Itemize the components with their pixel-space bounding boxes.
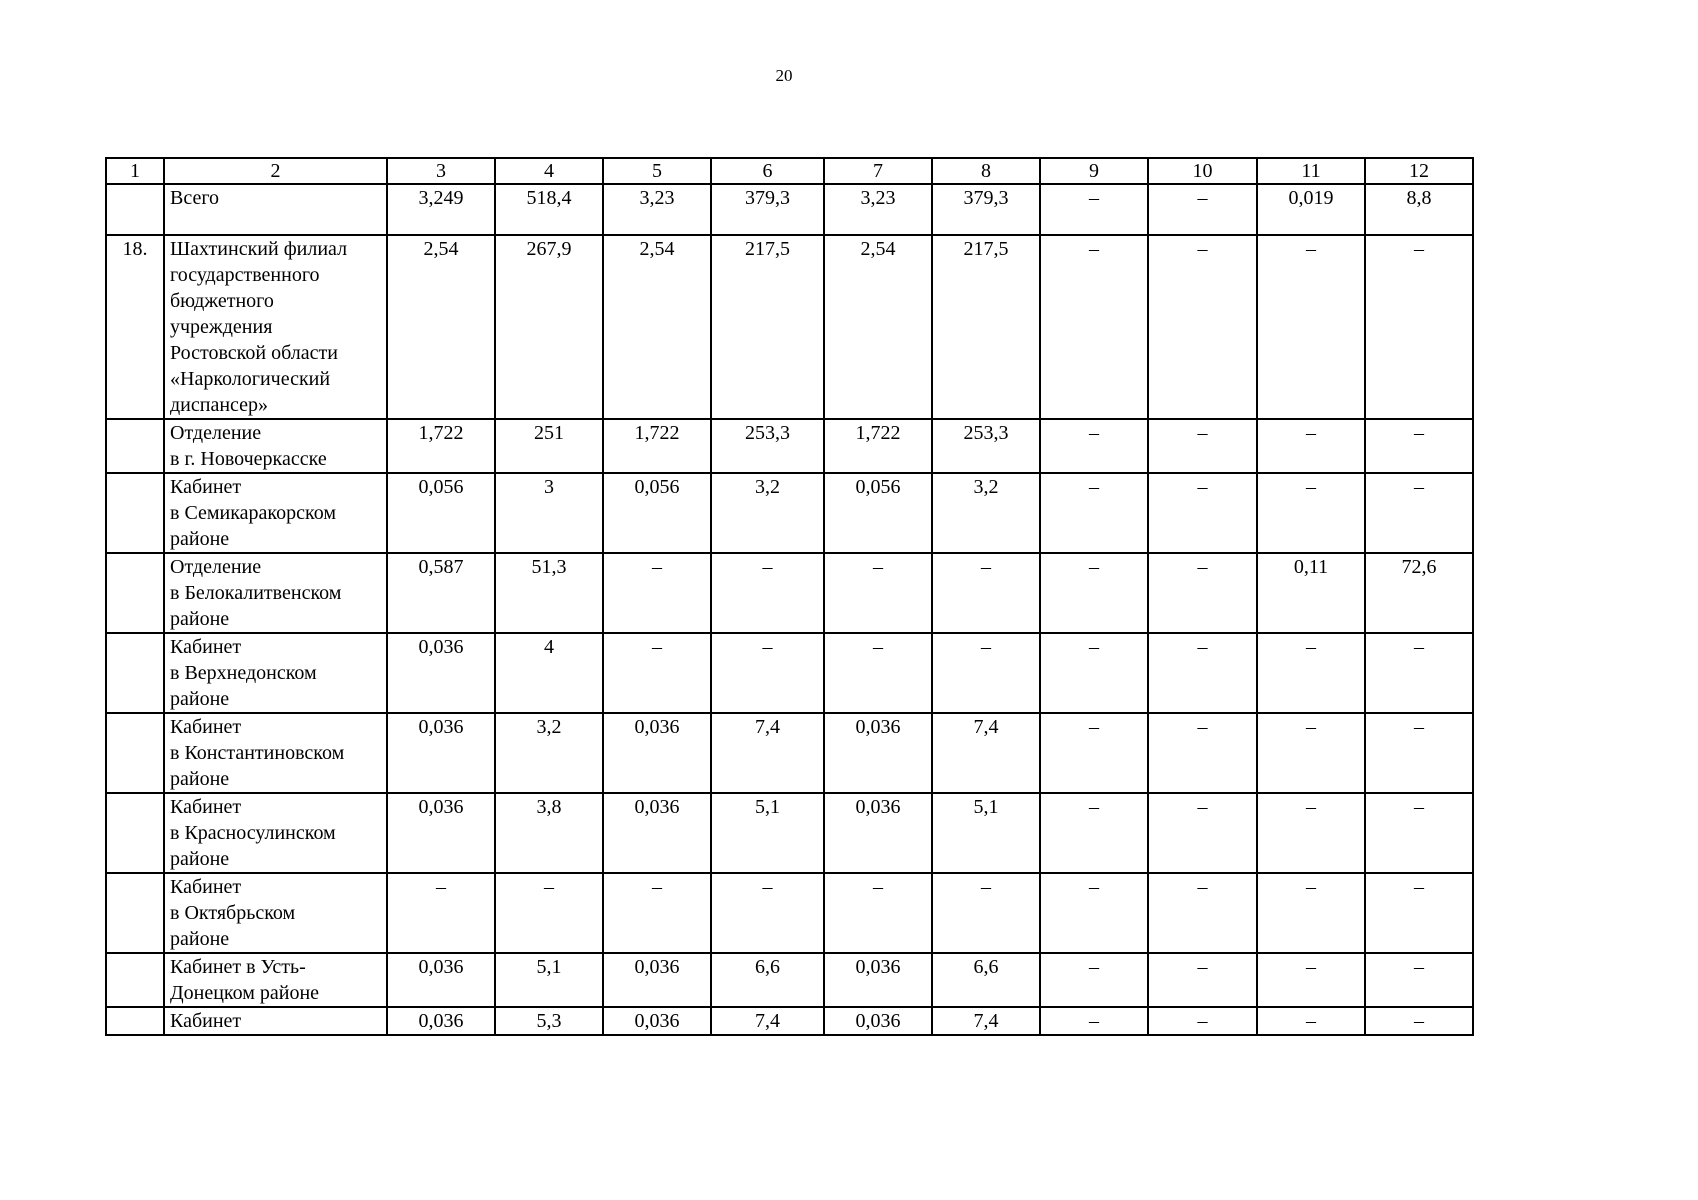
value-cell-col5: –: [603, 873, 711, 953]
value-cell-col11: –: [1257, 633, 1365, 713]
value-cell-col4: 5,1: [495, 953, 603, 1007]
row-name-line: Шахтинский филиал: [170, 238, 348, 260]
value-cell-col12: –: [1365, 419, 1473, 473]
value-cell-col11: –: [1257, 1007, 1365, 1035]
value-cell-col10: –: [1148, 184, 1257, 235]
value-cell-col10: –: [1148, 1007, 1257, 1035]
column-header-6: 6: [711, 158, 824, 184]
table-row: [106, 713, 1473, 793]
value-cell-col11: 0,019: [1257, 184, 1365, 235]
value-cell-col3: 1,722: [387, 419, 495, 473]
row-name-cell: [164, 793, 387, 873]
row-name-line: в Октябрьском: [170, 902, 296, 924]
value-cell-col4: –: [495, 873, 603, 953]
header-row: [106, 158, 1473, 184]
value-cell-col8: 253,3: [932, 419, 1040, 473]
value-cell-col5: 0,036: [603, 1007, 711, 1035]
value-cell-col10: –: [1148, 953, 1257, 1007]
value-cell-col9: –: [1040, 419, 1148, 473]
value-cell-col7: –: [824, 553, 932, 633]
value-cell-col5: 3,23: [603, 184, 711, 235]
value-cell-col9: –: [1040, 553, 1148, 633]
row-number-cell: [106, 553, 164, 633]
value-cell-col7: 1,722: [824, 419, 932, 473]
value-cell-col12: –: [1365, 235, 1473, 419]
value-cell-col11: –: [1257, 873, 1365, 953]
value-cell-col5: –: [603, 633, 711, 713]
value-cell-col9: –: [1040, 473, 1148, 553]
value-cell-col8: 5,1: [932, 793, 1040, 873]
value-cell-col6: –: [711, 873, 824, 953]
data-table: [105, 157, 1474, 1036]
row-name-line: Кабинет: [170, 636, 242, 658]
value-cell-col8: 6,6: [932, 953, 1040, 1007]
value-cell-col10: –: [1148, 473, 1257, 553]
value-cell-col7: 0,036: [824, 713, 932, 793]
row-name-line: в г. Новочеркасске: [170, 448, 327, 470]
value-cell-col3: 3,249: [387, 184, 495, 235]
value-cell-col3: 2,54: [387, 235, 495, 419]
value-cell-col11: –: [1257, 419, 1365, 473]
value-cell-col10: –: [1148, 873, 1257, 953]
value-cell-col8: –: [932, 633, 1040, 713]
value-cell-col6: –: [711, 553, 824, 633]
value-cell-col9: –: [1040, 713, 1148, 793]
value-cell-col8: –: [932, 553, 1040, 633]
row-number-cell: [106, 1007, 164, 1035]
value-cell-col3: 0,056: [387, 473, 495, 553]
value-cell-col3: 0,036: [387, 793, 495, 873]
column-header-10: 10: [1148, 158, 1257, 184]
value-cell-col6: 217,5: [711, 235, 824, 419]
row-number-cell: [106, 473, 164, 553]
row-name-line: Отделение: [170, 422, 262, 444]
value-cell-col12: –: [1365, 1007, 1473, 1035]
row-number-cell: [106, 953, 164, 1007]
row-name-line: Кабинет: [170, 1010, 242, 1032]
row-number-cell: [106, 713, 164, 793]
row-number-cell: [106, 873, 164, 953]
value-cell-col12: –: [1365, 793, 1473, 873]
row-name-line: районе: [170, 528, 230, 550]
value-cell-col5: –: [603, 553, 711, 633]
value-cell-col3: 0,036: [387, 1007, 495, 1035]
value-cell-col7: 2,54: [824, 235, 932, 419]
row-name-line: учреждения: [170, 316, 273, 338]
value-cell-col3: 0,036: [387, 713, 495, 793]
value-cell-col12: –: [1365, 713, 1473, 793]
value-cell-col11: –: [1257, 473, 1365, 553]
value-cell-col9: –: [1040, 953, 1148, 1007]
table-row: [106, 184, 1473, 235]
row-name-cell: [164, 873, 387, 953]
row-name-line: Кабинет: [170, 476, 242, 498]
value-cell-col7: 0,036: [824, 953, 932, 1007]
value-cell-col7: 0,056: [824, 473, 932, 553]
value-cell-col11: 0,11: [1257, 553, 1365, 633]
value-cell-col11: –: [1257, 793, 1365, 873]
value-cell-col12: –: [1365, 633, 1473, 713]
row-name-cell: [164, 419, 387, 473]
value-cell-col9: –: [1040, 873, 1148, 953]
column-header-12: 12: [1365, 158, 1473, 184]
value-cell-col7: –: [824, 633, 932, 713]
value-cell-col4: 518,4: [495, 184, 603, 235]
column-header-5: 5: [603, 158, 711, 184]
row-name-line: в Верхнедонском: [170, 662, 317, 684]
row-name-line: «Наркологический: [170, 368, 331, 390]
table-row: [106, 873, 1473, 953]
value-cell-col4: 4: [495, 633, 603, 713]
column-header-11: 11: [1257, 158, 1365, 184]
value-cell-col10: –: [1148, 633, 1257, 713]
value-cell-col4: 3: [495, 473, 603, 553]
value-cell-col10: –: [1148, 235, 1257, 419]
column-header-9: 9: [1040, 158, 1148, 184]
row-name-line: Кабинет: [170, 716, 242, 738]
row-name-cell: [164, 184, 387, 235]
value-cell-col4: 251: [495, 419, 603, 473]
value-cell-col5: 0,056: [603, 473, 711, 553]
row-name-cell: [164, 473, 387, 553]
row-name-line: в Красносулинском: [170, 822, 336, 844]
value-cell-col12: –: [1365, 473, 1473, 553]
row-name-line: Кабинет: [170, 796, 242, 818]
row-name-line: Всего: [170, 187, 220, 209]
value-cell-col3: –: [387, 873, 495, 953]
value-cell-col7: 3,23: [824, 184, 932, 235]
column-header-7: 7: [824, 158, 932, 184]
row-name-line: в Семикаракорском: [170, 502, 336, 524]
value-cell-col5: 0,036: [603, 793, 711, 873]
value-cell-col10: –: [1148, 553, 1257, 633]
value-cell-col8: 7,4: [932, 713, 1040, 793]
column-header-2: 2: [164, 158, 387, 184]
value-cell-col8: 3,2: [932, 473, 1040, 553]
row-name-line: Кабинет: [170, 876, 242, 898]
value-cell-col11: –: [1257, 953, 1365, 1007]
page-number: 20: [775, 66, 793, 85]
row-name-line: Кабинет в Усть-: [170, 956, 306, 978]
row-number-cell: [106, 793, 164, 873]
value-cell-col6: 5,1: [711, 793, 824, 873]
table-row: [106, 553, 1473, 633]
value-cell-col9: –: [1040, 1007, 1148, 1035]
table-row: [106, 953, 1473, 1007]
value-cell-col9: –: [1040, 184, 1148, 235]
row-name-cell: [164, 633, 387, 713]
column-header-1: 1: [106, 158, 164, 184]
row-name-line: в Белокалитвенском: [170, 582, 342, 604]
row-name-line: Отделение: [170, 556, 262, 578]
table-row: [106, 235, 1473, 419]
value-cell-col10: –: [1148, 419, 1257, 473]
value-cell-col4: 5,3: [495, 1007, 603, 1035]
table-row: [106, 473, 1473, 553]
value-cell-col3: 0,036: [387, 633, 495, 713]
column-header-8: 8: [932, 158, 1040, 184]
value-cell-col6: 6,6: [711, 953, 824, 1007]
value-cell-col8: 217,5: [932, 235, 1040, 419]
value-cell-col4: 3,2: [495, 713, 603, 793]
row-name-cell: [164, 235, 387, 419]
value-cell-col3: 0,587: [387, 553, 495, 633]
row-number-cell: [106, 184, 164, 235]
value-cell-col4: 3,8: [495, 793, 603, 873]
row-number-cell: 18.: [106, 235, 164, 419]
value-cell-col8: –: [932, 873, 1040, 953]
row-name-line: диспансер»: [170, 394, 269, 416]
value-cell-col11: –: [1257, 235, 1365, 419]
row-name-line: Донецком районе: [170, 982, 320, 1004]
value-cell-col10: –: [1148, 713, 1257, 793]
value-cell-col10: –: [1148, 793, 1257, 873]
value-cell-col12: –: [1365, 873, 1473, 953]
table-header: [106, 158, 1473, 184]
row-name-cell: [164, 713, 387, 793]
value-cell-col12: 72,6: [1365, 553, 1473, 633]
value-cell-col6: 379,3: [711, 184, 824, 235]
row-number-cell: [106, 419, 164, 473]
value-cell-col9: –: [1040, 235, 1148, 419]
row-name-line: районе: [170, 768, 230, 790]
value-cell-col9: –: [1040, 633, 1148, 713]
column-header-3: 3: [387, 158, 495, 184]
value-cell-col4: 51,3: [495, 553, 603, 633]
value-cell-col12: –: [1365, 953, 1473, 1007]
value-cell-col7: 0,036: [824, 793, 932, 873]
row-name-line: районе: [170, 688, 230, 710]
value-cell-col7: –: [824, 873, 932, 953]
row-name-cell: [164, 953, 387, 1007]
row-name-line: бюджетного: [170, 290, 274, 312]
value-cell-col11: –: [1257, 713, 1365, 793]
value-cell-col7: 0,036: [824, 1007, 932, 1035]
column-header-4: 4: [495, 158, 603, 184]
value-cell-col5: 1,722: [603, 419, 711, 473]
value-cell-col4: 267,9: [495, 235, 603, 419]
table-row: [106, 793, 1473, 873]
value-cell-col5: 0,036: [603, 953, 711, 1007]
value-cell-col6: 7,4: [711, 1007, 824, 1035]
row-name-cell: [164, 1007, 387, 1035]
value-cell-col6: 7,4: [711, 713, 824, 793]
table-body: [106, 184, 1473, 1035]
row-name-line: районе: [170, 928, 230, 950]
value-cell-col5: 2,54: [603, 235, 711, 419]
table-row: [106, 419, 1473, 473]
row-name-cell: [164, 553, 387, 633]
value-cell-col3: 0,036: [387, 953, 495, 1007]
row-name-line: Ростовской области: [170, 342, 338, 364]
table-row: [106, 633, 1473, 713]
value-cell-col6: –: [711, 633, 824, 713]
row-name-line: районе: [170, 848, 230, 870]
value-cell-col5: 0,036: [603, 713, 711, 793]
value-cell-col8: 7,4: [932, 1007, 1040, 1035]
value-cell-col6: 253,3: [711, 419, 824, 473]
row-name-line: в Константиновском: [170, 742, 345, 764]
value-cell-col9: –: [1040, 793, 1148, 873]
table-row: [106, 1007, 1473, 1035]
row-number-cell: [106, 633, 164, 713]
row-name-line: государственного: [170, 264, 320, 286]
value-cell-col6: 3,2: [711, 473, 824, 553]
value-cell-col8: 379,3: [932, 184, 1040, 235]
row-name-line: районе: [170, 608, 230, 630]
value-cell-col12: 8,8: [1365, 184, 1473, 235]
